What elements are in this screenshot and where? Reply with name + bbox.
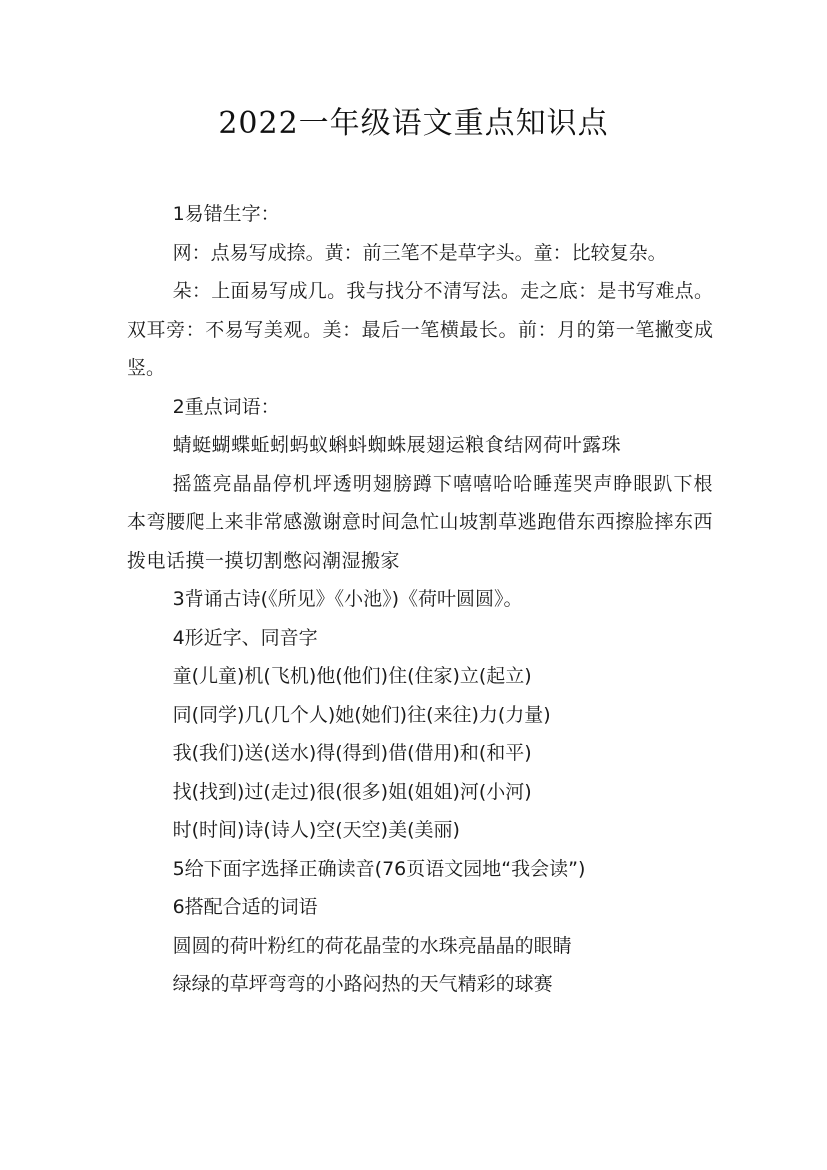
word-matching-line-1: 圆圆的荷叶粉红的荷花晶莹的水珠亮晶晶的眼睛 [172,934,572,957]
section-heading-word-matching: 6搭配合适的词语 [172,896,318,918]
similar-chars-line-2: 同(同学)几(几个人)她(她们)往(来往)力(力量) [172,703,551,726]
word-matching-line-2: 绿绿的草坪弯弯的小路闷热的天气精彩的球赛 [172,973,553,995]
document-title: 2022一年级语文重点知识点 [218,106,609,141]
similar-chars-line-5: 时(时间)诗(诗人)空(天空)美(美丽) [172,819,460,841]
document-body [127,195,713,1004]
paragraph-key-words-2: 摇篮亮晶晶停机坪透明翅膀蹲下嘻嘻哈哈睡莲哭声睁眼趴下根本弯腰爬上来非常感激谢意时间急忙山坡割草逃跑借东西擦脸摔东西拨电话摸一摸切割憋闷潮湿搬家 [127,472,713,572]
paragraph-key-words-1: 蜻蜓蝴蝶蚯蚓蚂蚁蝌蚪蜘蛛展翅运粮食结网荷叶露珠 [172,434,622,456]
section-heading-pronunciation: 5给下面字选择正确读音(76页语文园地“我会读”) [172,857,586,880]
section-heading-typo-chars: 1易错生字： [172,203,280,225]
similar-chars-line-4: 找(找到)过(走过)很(很多)姐(姐姐)河(小河) [172,780,532,803]
section-heading-poems: 3背诵古诗(《所见》《小池》)《荷叶圆圆》。 [172,588,523,610]
similar-chars-line-1: 童(儿童)机(飞机)他(他们)住(住家)立(起立) [172,665,532,687]
paragraph-typo-notes-1: 网：点易写成捺。黄：前三笔不是草字头。童：比较复杂。 [172,241,667,264]
section-heading-key-words: 2重点词语： [172,395,280,418]
similar-chars-line-3: 我(我们)送(送水)得(得到)借(借用)和(和平) [172,742,532,764]
section-heading-similar-chars: 4形近字、同音字 [172,626,318,649]
paragraph-typo-notes-2: 朵：上面易写成几。我与找分不清写法。走之底：是书写难点。双耳旁：不易写美观。美：最后一笔横最长。前：月的第一笔撇变成竖。 [127,280,713,379]
